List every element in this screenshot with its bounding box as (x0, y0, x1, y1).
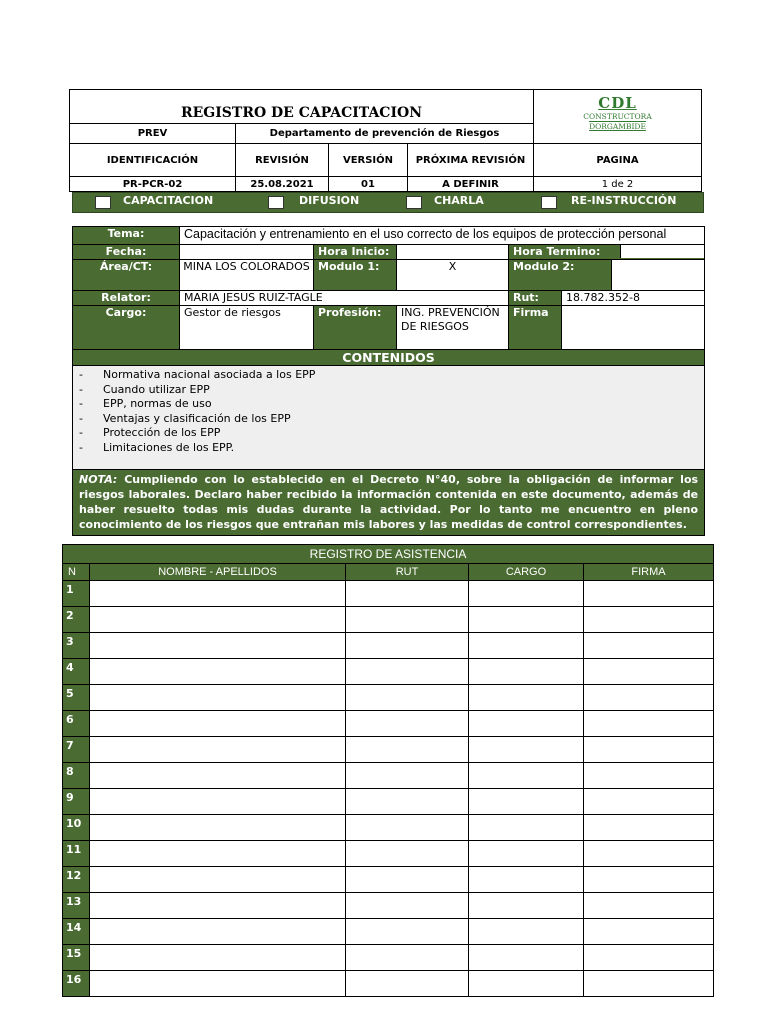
row-number: 14 (63, 919, 90, 945)
department-label: Departamento de prevención de Riesgos (236, 124, 534, 144)
nombre-field[interactable] (90, 685, 346, 711)
firma-field[interactable] (584, 763, 714, 789)
col-rut: RUT (346, 564, 469, 581)
rut-field[interactable] (346, 737, 469, 763)
table-row (63, 893, 714, 919)
relator-value: MARIA JESUS RUIZ-TAGLE (180, 291, 509, 306)
rut-field[interactable] (346, 893, 469, 919)
cargo-value: Gestor de riesgos (180, 306, 314, 350)
firma-label: Firma (509, 306, 562, 350)
cargo-field[interactable] (469, 607, 584, 633)
modulo2-field[interactable] (611, 260, 704, 290)
col-pagina: PAGINA (534, 144, 702, 177)
firma-field[interactable] (584, 659, 714, 685)
row-number: 7 (63, 737, 90, 763)
nombre-field[interactable] (90, 867, 346, 893)
nombre-field[interactable] (90, 893, 346, 919)
cargo-field[interactable] (469, 945, 584, 971)
checkbox-difusion[interactable] (268, 196, 284, 209)
modulo2-cell (509, 260, 705, 291)
hora-inicio-field[interactable] (397, 245, 509, 260)
table-row (63, 945, 714, 971)
nombre-field[interactable] (90, 919, 346, 945)
cargo-field[interactable] (469, 815, 584, 841)
logo-line1: CONSTRUCTORA (583, 112, 652, 121)
table-row (63, 789, 714, 815)
contenido-item: - Normativa nacional asociada a los EPP (103, 368, 704, 383)
table-row (63, 659, 714, 685)
contenido-item: - Cuando utilizar EPP (103, 383, 704, 398)
table-row (63, 581, 714, 607)
attendance-rows (63, 581, 714, 997)
rut-field[interactable] (346, 581, 469, 607)
rut-field[interactable] (346, 607, 469, 633)
nombre-field[interactable] (90, 841, 346, 867)
logo-name: CDL (598, 94, 637, 112)
profesion-value: ING. PREVENCIÓN DE RIESGOS (397, 306, 509, 350)
firma-field[interactable] (584, 737, 714, 763)
checkbox-charla[interactable] (406, 196, 422, 209)
prev-label: PREV (70, 124, 236, 144)
relator-label: Relator: (73, 291, 180, 306)
table-row (63, 763, 714, 789)
table-row (63, 919, 714, 945)
cargo-field[interactable] (469, 581, 584, 607)
val-version: 01 (329, 177, 408, 192)
table-row (63, 607, 714, 633)
rut-label: Rut: (509, 291, 562, 306)
modulo2-label: Modulo 2: (513, 260, 575, 273)
row-number: 4 (63, 659, 90, 685)
modulo1-label: Modulo 1: (314, 260, 397, 291)
firma-field[interactable] (584, 789, 714, 815)
contenido-item: - Ventajas y clasificación de los EPP (103, 412, 704, 427)
row-number: 9 (63, 789, 90, 815)
document-title: REGISTRO DE CAPACITACION (70, 90, 534, 124)
table-row (63, 633, 714, 659)
logo-line2: DORGAMBIDE (589, 122, 646, 131)
row-number: 6 (63, 711, 90, 737)
firma-field[interactable] (584, 685, 714, 711)
row-number: 2 (63, 607, 90, 633)
label-difusion: DIFUSION (299, 194, 360, 207)
area-label: Área/CT: (73, 260, 180, 291)
firma-field[interactable] (584, 815, 714, 841)
row-number: 3 (63, 633, 90, 659)
firma-field[interactable] (584, 633, 714, 659)
company-logo (534, 90, 702, 144)
hora-inicio-label: Hora Inicio: (314, 245, 397, 260)
col-revision: REVISIÓN (236, 144, 329, 177)
nota-declaration (73, 470, 705, 536)
firma-field[interactable] (584, 919, 714, 945)
val-proxima-revision: A DEFINIR (408, 177, 534, 192)
firma-field[interactable] (584, 867, 714, 893)
val-pagina: 1 de 2 (534, 177, 702, 192)
nombre-field[interactable] (90, 711, 346, 737)
nombre-field[interactable] (90, 737, 346, 763)
table-row (63, 867, 714, 893)
rut-field[interactable] (346, 867, 469, 893)
cargo-field[interactable] (469, 919, 584, 945)
label-capacitacion: CAPACITACION (123, 194, 214, 207)
rut-field[interactable] (346, 815, 469, 841)
nombre-field[interactable] (90, 815, 346, 841)
row-number: 1 (63, 581, 90, 607)
firma-field[interactable] (584, 607, 714, 633)
activity-type-bar (72, 192, 704, 213)
rut-field[interactable] (346, 711, 469, 737)
cargo-field[interactable] (469, 893, 584, 919)
contenido-item: - EPP, normas de uso (103, 397, 704, 412)
val-revision: 25.08.2021 (236, 177, 329, 192)
firma-field[interactable] (584, 971, 714, 997)
hora-termino-field[interactable] (620, 245, 704, 258)
nombre-field[interactable] (90, 581, 346, 607)
rut-value: 18.782.352-8 (562, 291, 705, 306)
area-value: MINA LOS COLORADOS (180, 260, 314, 291)
tema-value: Capacitación y entrenamiento en el uso correcto de los equipos de protección personal (180, 227, 705, 245)
profesion-label: Profesión: (314, 306, 397, 350)
row-number: 5 (63, 685, 90, 711)
col-nombre: NOMBRE - APELLIDOS (90, 564, 346, 581)
contenido-item: - Protección de los EPP (103, 426, 704, 441)
cargo-field[interactable] (469, 763, 584, 789)
hora-termino-cell (509, 245, 705, 260)
rut-field[interactable] (346, 841, 469, 867)
cargo-field[interactable] (469, 971, 584, 997)
cargo-field[interactable] (469, 685, 584, 711)
training-info (72, 226, 705, 536)
hora-termino-label: Hora Termino: (513, 245, 601, 258)
firma-field[interactable] (584, 841, 714, 867)
nombre-field[interactable] (90, 633, 346, 659)
col-firma: FIRMA (584, 564, 714, 581)
cargo-field[interactable] (469, 633, 584, 659)
row-number: 11 (63, 841, 90, 867)
table-row (63, 971, 714, 997)
cargo-field[interactable] (469, 789, 584, 815)
row-number: 15 (63, 945, 90, 971)
row-number: 12 (63, 867, 90, 893)
nombre-field[interactable] (90, 607, 346, 633)
row-number: 8 (63, 763, 90, 789)
attendance-title: REGISTRO DE ASISTENCIA (63, 545, 714, 564)
nombre-field[interactable] (90, 945, 346, 971)
rut-field[interactable] (346, 763, 469, 789)
cargo-field[interactable] (469, 841, 584, 867)
nombre-field[interactable] (90, 789, 346, 815)
nombre-field[interactable] (90, 971, 346, 997)
col-identificacion: IDENTIFICACIÓN (70, 144, 236, 177)
table-row (63, 685, 714, 711)
col-proxima-revision: PRÓXIMA REVISIÓN (408, 144, 534, 177)
nota-label: NOTA: (79, 473, 118, 486)
row-number: 13 (63, 893, 90, 919)
firma-field[interactable] (584, 893, 714, 919)
modulo1-value: X (397, 260, 509, 291)
relator-firma-field[interactable] (562, 306, 705, 350)
cargo-field[interactable] (469, 659, 584, 685)
col-n: N (63, 564, 90, 581)
cargo-field[interactable] (469, 867, 584, 893)
val-identificacion: PR-PCR-02 (70, 177, 236, 192)
table-row (63, 815, 714, 841)
cargo-field[interactable] (469, 711, 584, 737)
firma-field[interactable] (584, 711, 714, 737)
fecha-field[interactable] (180, 245, 314, 260)
table-row (63, 737, 714, 763)
rut-field[interactable] (346, 945, 469, 971)
nota-text: Cumpliendo con lo establecido en el Decreto N°40, sobre la obligación de informar los riesgos laborales. Declaro haber recibido la información contenida en este documento, además de haber resuelto todas mis dudas durante la actividad. Por lo tanto me encuentro en pleno conocimiento de los riesgos que entrañan mis labores y las medidas de control correspondientes. (79, 473, 699, 531)
nombre-field[interactable] (90, 763, 346, 789)
cargo-field[interactable] (469, 737, 584, 763)
label-re-instruccion: RE-INSTRUCCIÓN (571, 194, 677, 207)
rut-field[interactable] (346, 919, 469, 945)
nombre-field[interactable] (90, 659, 346, 685)
contenidos-list-cell (73, 366, 705, 470)
contenido-item: - Limitaciones de los EPP. (103, 441, 704, 456)
rut-field[interactable] (346, 789, 469, 815)
rut-field[interactable] (346, 685, 469, 711)
col-version: VERSIÓN (329, 144, 408, 177)
rut-field[interactable] (346, 971, 469, 997)
table-row (63, 711, 714, 737)
checkbox-re-instruccion[interactable] (541, 196, 557, 209)
firma-field[interactable] (584, 581, 714, 607)
row-number: 16 (63, 971, 90, 997)
row-number: 10 (63, 815, 90, 841)
document-header (69, 89, 702, 192)
col-cargo: CARGO (469, 564, 584, 581)
contenidos-list (73, 366, 704, 455)
label-charla: CHARLA (434, 194, 484, 207)
table-row (63, 841, 714, 867)
tema-label: Tema: (73, 227, 180, 245)
checkbox-capacitacion[interactable] (95, 196, 111, 209)
firma-field[interactable] (584, 945, 714, 971)
fecha-label: Fecha: (73, 245, 180, 260)
attendance-table (62, 544, 714, 997)
contenidos-title: CONTENIDOS (73, 350, 705, 366)
rut-field[interactable] (346, 659, 469, 685)
cargo-label: Cargo: (73, 306, 180, 350)
rut-field[interactable] (346, 633, 469, 659)
